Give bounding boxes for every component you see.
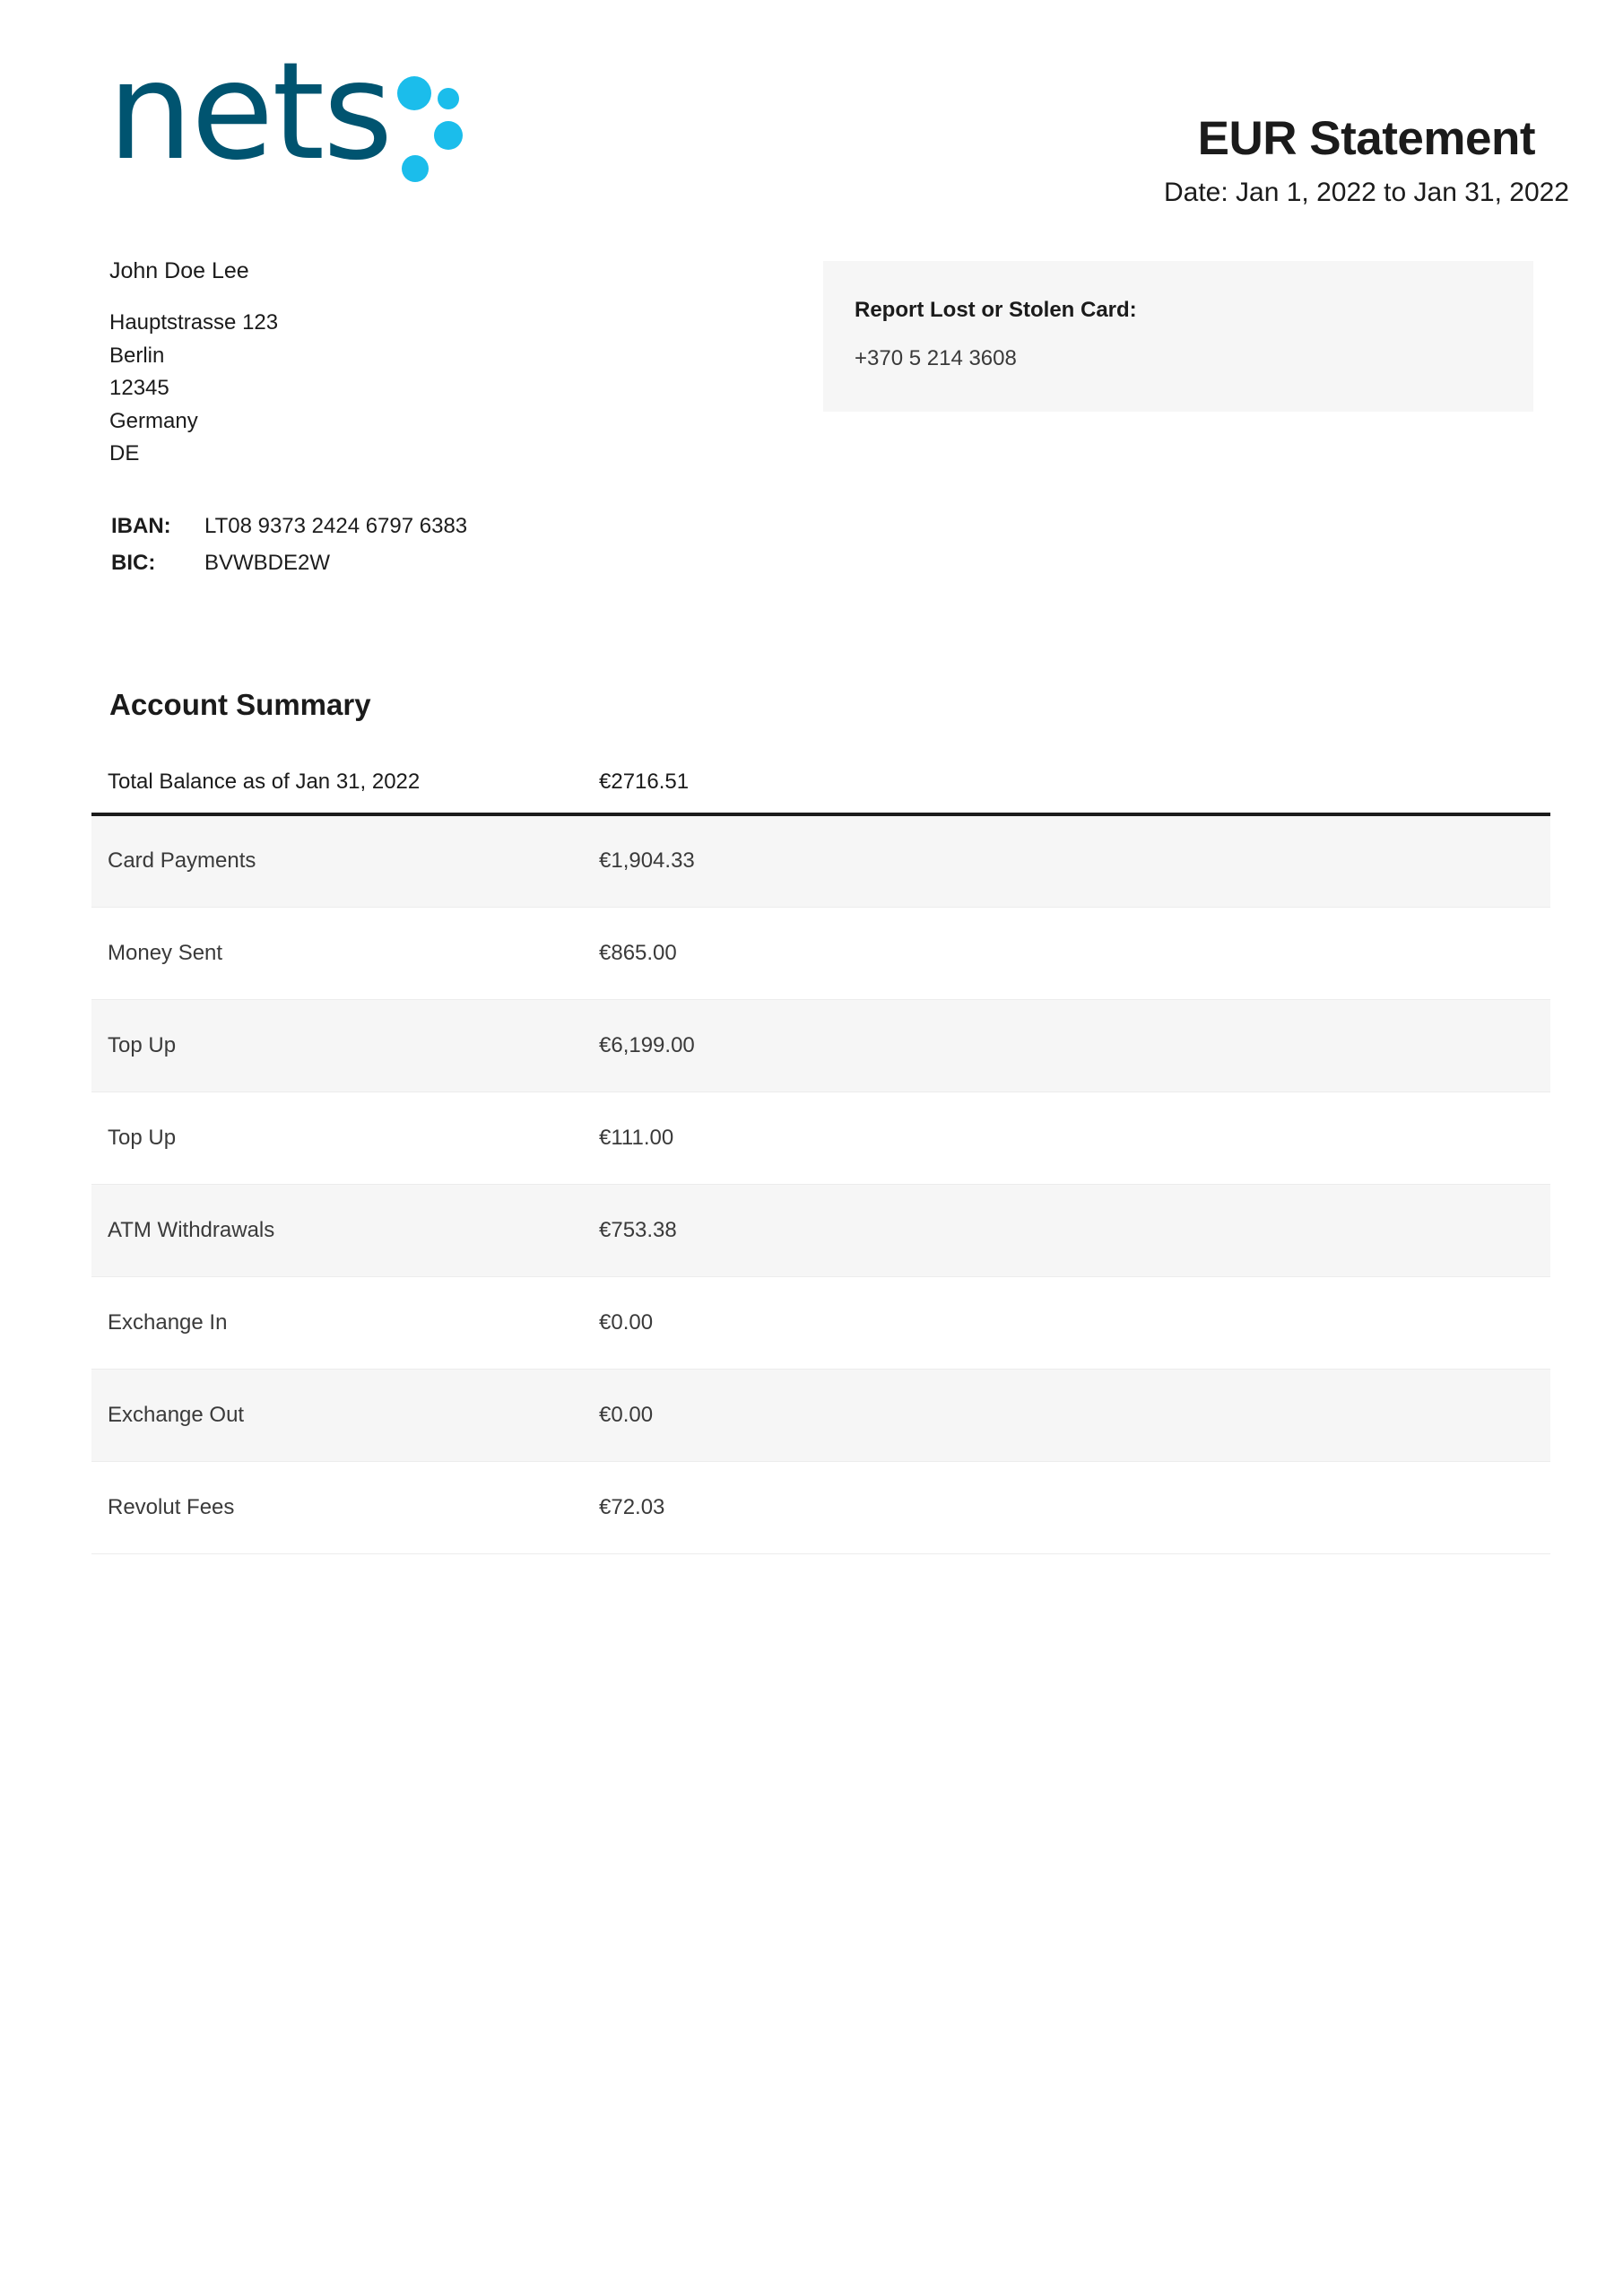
address-postcode: 12345 [109,376,169,400]
customer-block [109,255,278,471]
bic-label: BIC: [111,551,156,575]
row-label: Card Payments [108,848,256,874]
report-lost-card-box [823,261,1533,412]
iban-label: IBAN: [111,514,171,538]
total-balance-value: €2716.51 [599,770,690,794]
table-row [91,1369,1550,1461]
row-label: Money Sent [108,940,223,965]
row-label: Top Up [108,1032,177,1057]
row-value: €6,199.00 [599,1032,695,1057]
address-city: Berlin [109,343,165,368]
bic-value: BVWBDE2W [204,551,331,575]
row-value: €0.00 [599,1309,654,1335]
row-label: Exchange In [108,1309,228,1335]
iban-row [111,508,467,544]
table-row [91,814,1550,907]
table-row [91,1091,1550,1184]
row-label: Revolut Fees [108,1494,235,1519]
report-lost-card-title: Report Lost or Stolen Card: [855,298,1137,322]
report-phone-number: +370 5 214 3608 [855,346,1017,370]
address-country: Germany [109,408,198,433]
statement-title: EUR Statement [1197,112,1535,165]
account-summary-table [91,752,1550,1554]
table-row [91,1276,1550,1369]
address-street: Hauptstrasse 123 [109,310,279,335]
customer-address [109,307,278,471]
row-value: €111.00 [599,1125,674,1150]
customer-name: John Doe Lee [109,258,249,283]
row-value: €72.03 [599,1494,665,1519]
table-row [91,1461,1550,1553]
row-value: €753.38 [599,1217,677,1242]
row-value: €1,904.33 [599,848,695,874]
table-row [91,999,1550,1091]
address-country-code: DE [109,441,140,465]
account-summary-title: Account Summary [109,688,371,721]
statement-date-range: Date: Jan 1, 2022 to Jan 31, 2022 [1163,178,1569,207]
total-balance-label: Total Balance as of Jan 31, 2022 [108,770,421,794]
table-row [91,907,1550,999]
dots-icon [393,75,482,192]
logo-wordmark: nets [108,34,392,190]
row-label: ATM Withdrawals [108,1217,275,1242]
row-value: €0.00 [599,1402,654,1427]
nets-logo [108,34,484,192]
iban-value: LT08 9373 2424 6797 6383 [204,514,468,538]
bic-row [111,544,467,581]
row-label: Top Up [108,1125,177,1150]
total-balance-row [91,752,1550,814]
row-label: Exchange Out [108,1402,245,1427]
bank-details [111,508,467,581]
table-row [91,1184,1550,1276]
row-value: €865.00 [599,940,677,965]
